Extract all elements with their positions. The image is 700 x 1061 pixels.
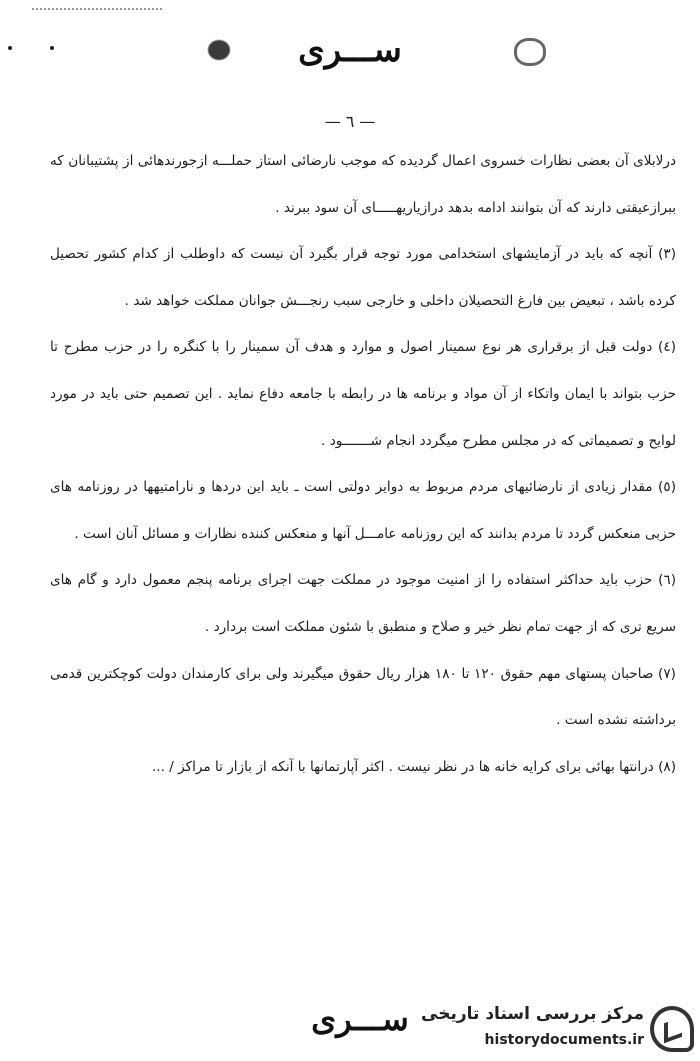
- archive-watermark: [418, 998, 694, 1058]
- paragraph: (٧) صاحبان پستهای مهم حقوق ١٢٠ تا ١٨٠ هزار ریال حقوق میگیرند ولی برای کارمندان دولت کوچکترین قدمی برداشته نشده است .: [50, 665, 676, 729]
- paragraph: (٥) مقدار زیادی از نارضائیهای مردم مربوط به دوایر دولتی است ـ باید این دردها و نارامتیهها در روزنامه های حزبی منعکس گردد تا مردم بدانند که این روزنامه عامـــل آنها و منعکس کننده نظارات و مسائل آنان است .: [50, 479, 676, 542]
- archive-logo-icon: [650, 1006, 694, 1052]
- top-scan-marks: [32, 0, 162, 10]
- watermark-title: مرکز بررسی اسناد تاریخی: [421, 1004, 644, 1024]
- paragraph: (٤) دولت قبل از برقراری هر نوع سمینار اصول و موارد و هدف آن سمینار را با کنگره را در حزب مطرح تا حزب بتواند با ایمان واتکاء از آن مواد و برنامه ها در رابطه با جامعه دفاع نماید . این تصمیم حتی باید در مورد لوایح و تصمیماتی که در مجلس مطرح میگردد انجام شـــــــود .: [50, 339, 676, 449]
- document-body: [50, 138, 676, 790]
- paragraph: (٨) درانتها بهائی برای کرایه خانه ها در نظر نیست . اکثر آپارتمانها با آنکه از بازار تا مراکز / ...: [151, 758, 676, 775]
- watermark-url[interactable]: historydocuments.ir: [484, 1032, 644, 1048]
- paragraph: درلابلای آن بعضی نظارات خسروی اعمال گردیده که موجب نارضائی استاز حملـــه ازجورندهائی از پشتیبانان که ببرازعیقتی دارند که آن بتوانند ادامه بدهد درازیاریهـــــای آن سود ببرند .: [50, 153, 676, 216]
- page-number: — ٦ —: [324, 112, 376, 131]
- paragraph: (٣) آنچه که باید در آزمایشهای استخدامی مورد توجه قرار بگیرد آن نیست که داوطلب از کدام کشور تحصیل کرده باشد ، تبعیض بین فارغ التحصیلان داخلی و خارجی سبب رنجـــش جوانان مملکت خواهد شد .: [50, 246, 676, 309]
- classification-footer: ســـری: [311, 1000, 409, 1038]
- paragraph: (٦) حزب باید حداکثر استفاده را از امنیت موجود در مملکت جهت اجرای برنامه پنجم معمول دارد و گام های سریع تری که از جهت تمام نظر خیر و صلاح و منطبق با شئون مملکت است بردارد .: [50, 572, 676, 635]
- classification-header: ســـری: [298, 30, 402, 70]
